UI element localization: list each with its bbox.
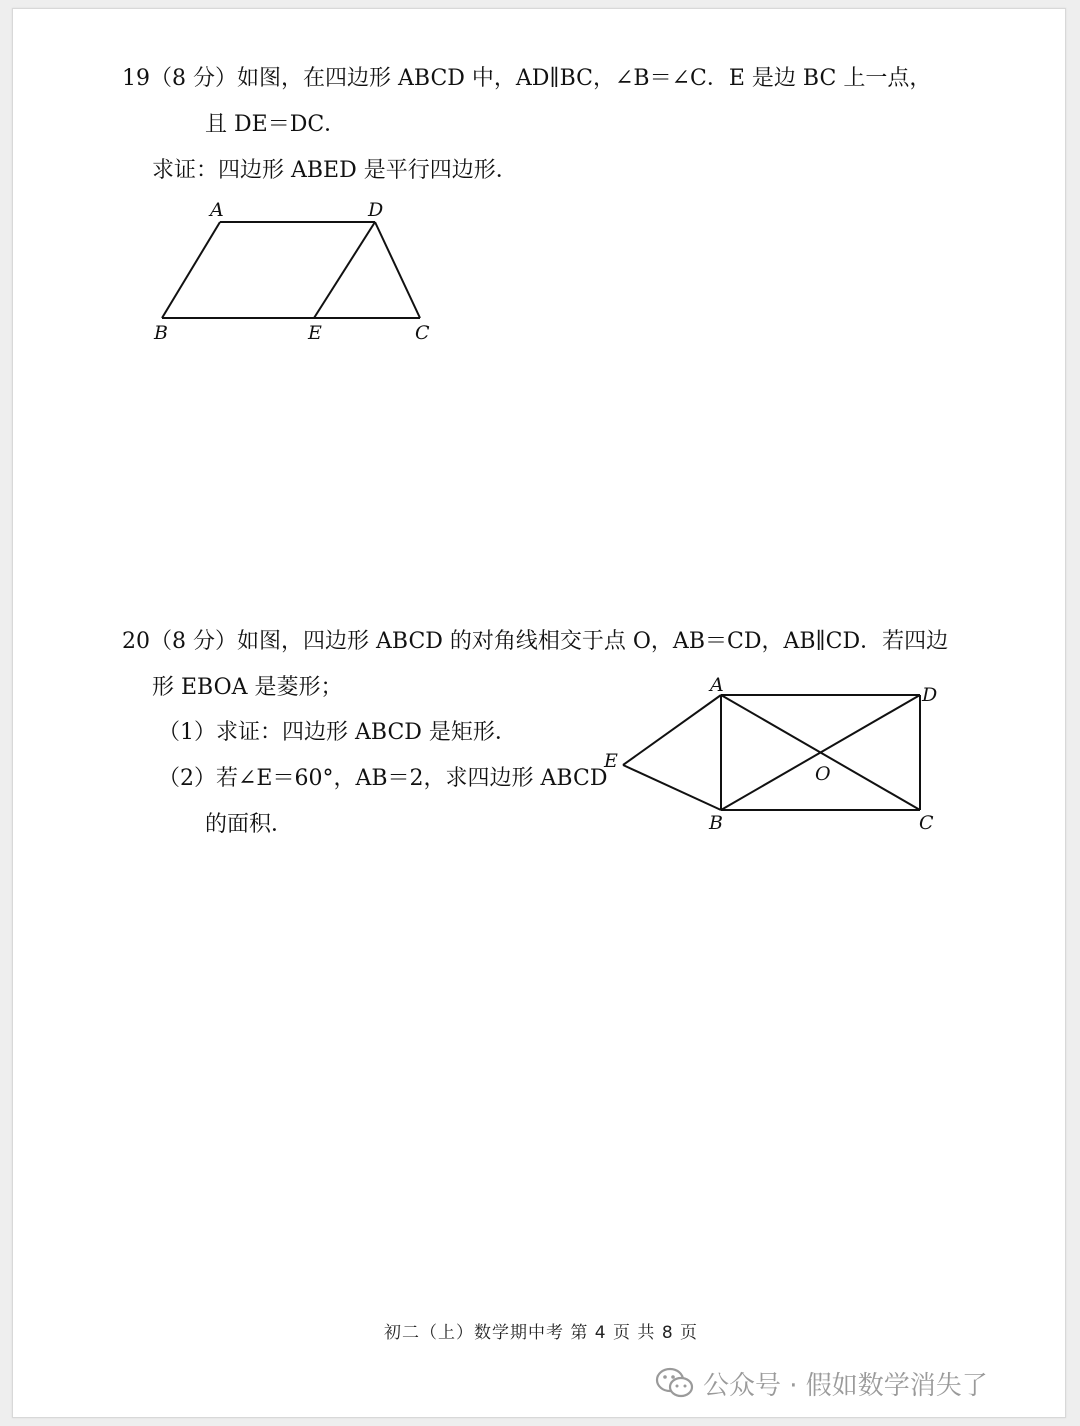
q20-label-a: A [710, 674, 724, 696]
q20-label-b: B [709, 812, 723, 834]
q19-label-b: B [154, 322, 168, 344]
q19-line-1: 19（8 分）如图，在四边形 ABCD 中，AD∥BC，∠B＝∠C．E 是边 BC 上一点， [122, 66, 932, 91]
q20-label-e: E [604, 750, 618, 772]
q19-segment-de [314, 222, 375, 318]
watermark-text: 公众号 · 假如数学消失了 [703, 1370, 988, 1401]
q19-label-d: D [368, 199, 384, 221]
q19-side-ab [162, 222, 220, 318]
q20-part-2-cont: 的面积． [205, 812, 294, 837]
q20-part-2: （2）若∠E＝60°，AB＝2，求四边形 ABCD [158, 766, 608, 791]
q20-label-d: D [922, 684, 938, 706]
wechat-watermark [655, 1365, 988, 1401]
q19-line-3: 求证：四边形 ABED 是平行四边形． [152, 158, 518, 183]
page-footer: 初二（上）数学期中考 第 4 页 共 8 页 [384, 1323, 699, 1343]
q19-label-c: C [415, 322, 430, 344]
wechat-logo-icon [655, 1367, 695, 1399]
q20-figure [595, 670, 955, 840]
q19-side-dc [375, 222, 420, 318]
q19-label-e: E [308, 322, 322, 344]
q20-line-1: 20（8 分）如图，四边形 ABCD 的对角线相交于点 O，AB＝CD，AB∥CD．若四边 [122, 629, 949, 654]
q20-side-eb [623, 765, 721, 810]
q20-label-c: C [919, 812, 934, 834]
q19-line-2: 且 DE＝DC． [205, 112, 347, 137]
q19-label-a: A [210, 199, 224, 221]
q20-label-o: O [815, 763, 831, 785]
q20-side-ea [623, 695, 721, 765]
q19-figure [140, 190, 460, 350]
q20-line-2: 形 EBOA 是菱形； [152, 675, 343, 700]
q20-part-1: （1）求证：四边形 ABCD 是矩形． [158, 720, 517, 745]
